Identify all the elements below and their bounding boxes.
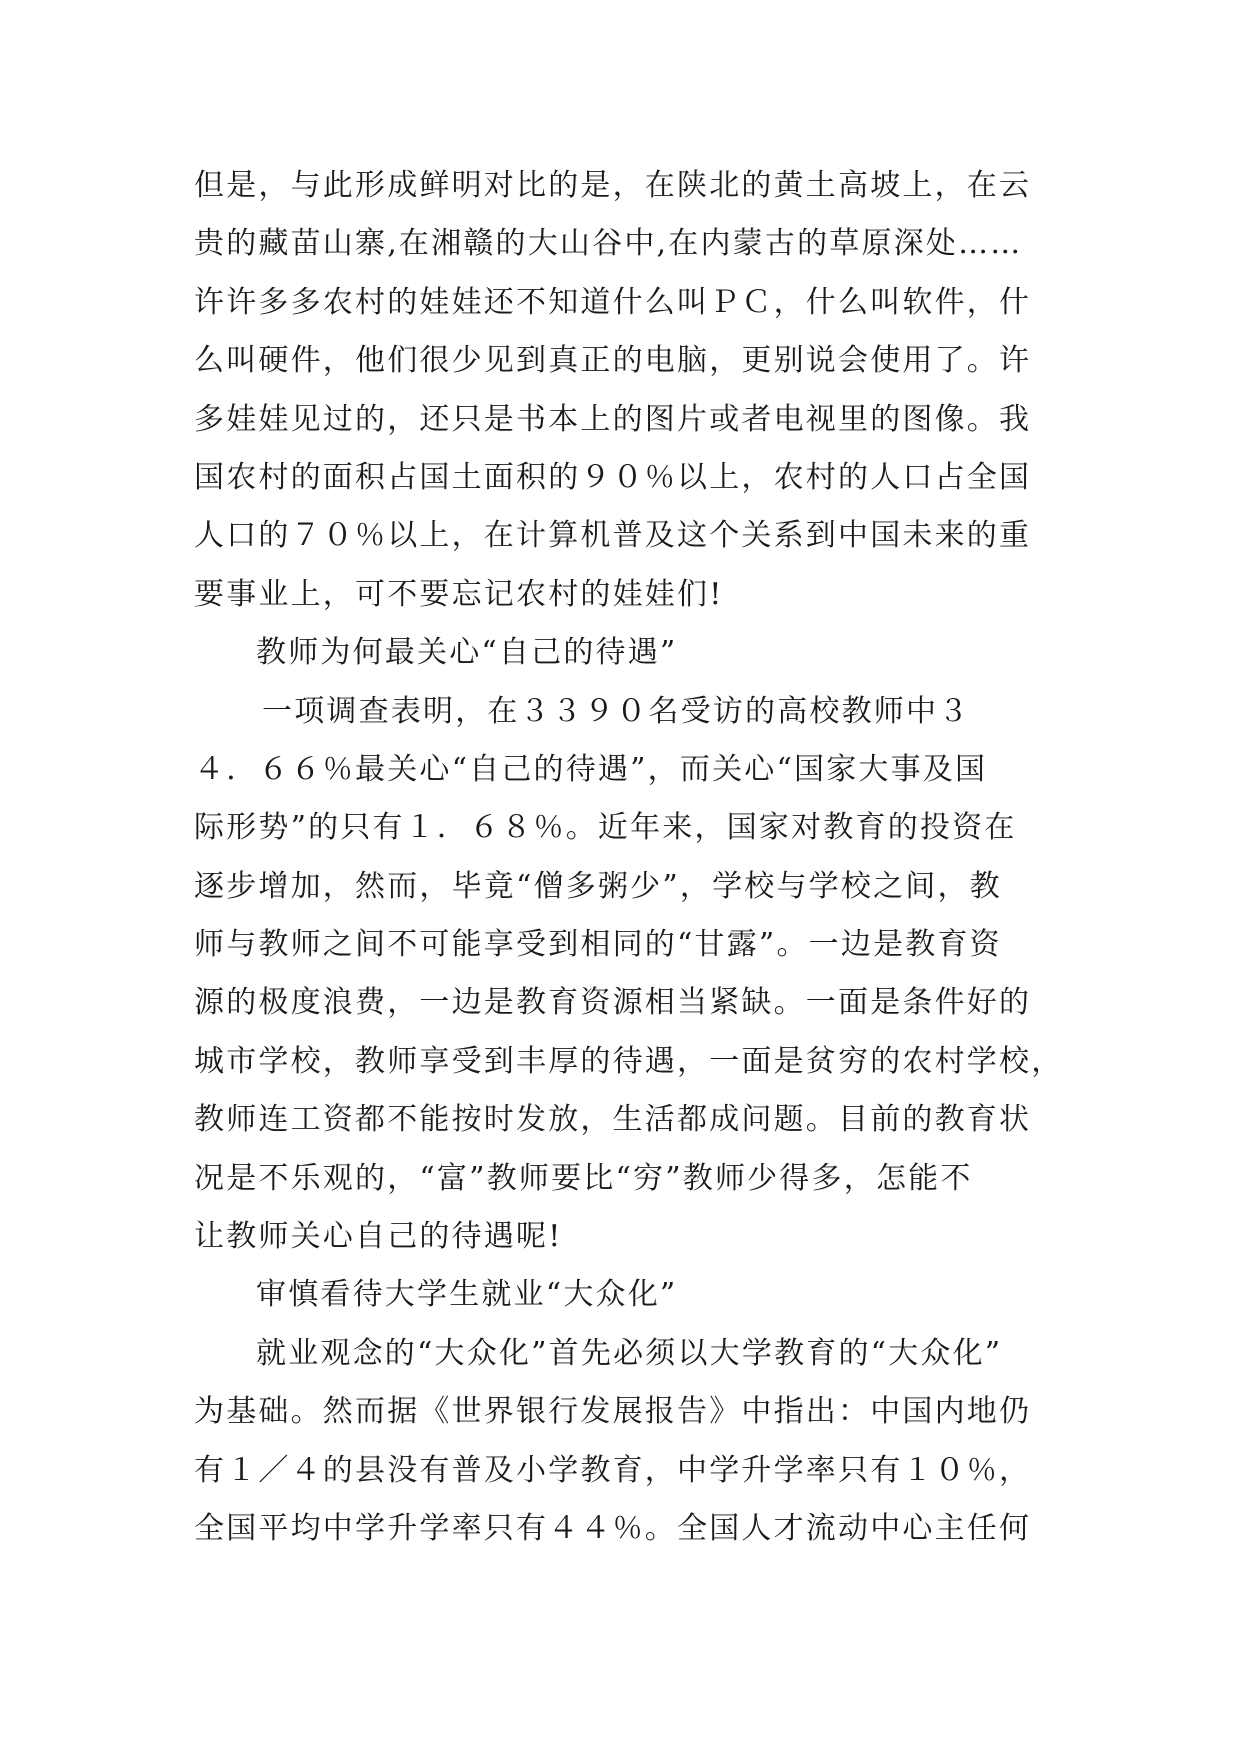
text-line: 师与教师之间不可能享受到相同的“甘露”。一边是教育资 xyxy=(194,927,1002,963)
text-line: 际形势”的只有１．６８％。近年来，国家对教育的投资在 xyxy=(194,810,1017,846)
text-line: 城市学校，教师享受到丰厚的待遇，一面是贫穷的农村学校， xyxy=(194,1043,1064,1079)
text-line: 么叫硬件，他们很少见到真正的电脑，更别说会使用了。许 xyxy=(194,343,1032,379)
text-line: 况是不乐观的，“富”教师要比“穷”教师少得多，怎能不 xyxy=(194,1160,973,1196)
text-line: 但是，与此形成鲜明对比的是，在陕北的黄土高坡上，在云 xyxy=(194,168,1032,203)
text-line: 贵的藏苗山寨,在湘赣的大山谷中,在内蒙古的草原深处…… xyxy=(194,226,1023,262)
text-line: 人口的７０％以上，在计算机普及这个关系到中国未来的重 xyxy=(194,518,1032,554)
text-line: 要事业上，可不要忘记农村的娃娃们! xyxy=(194,576,724,612)
text-line: 许许多多农村的娃娃还不知道什么叫ＰＣ，什么叫软件，什 xyxy=(194,284,1032,320)
text-line: 有１／４的县没有普及小学教育，中学升学率只有１０％， xyxy=(194,1452,1032,1488)
text-line: 多娃娃见过的，还只是书本上的图片或者电视里的图像。我 xyxy=(194,401,1032,437)
text-line: 国农村的面积占国土面积的９０％以上，农村的人口占全国 xyxy=(194,459,1032,495)
section-heading-teacher-treatment: 教师为何最关心“自己的待遇” xyxy=(256,635,678,671)
text-line: ４．６６％最关心“自己的待遇”，而关心“国家大事及国 xyxy=(194,751,988,787)
document-body xyxy=(194,157,1064,1558)
text-line: 让教师关心自己的待遇呢! xyxy=(194,1219,563,1255)
text-line: 源的极度浪费，一边是教育资源相当紧缺。一面是条件好的 xyxy=(194,985,1032,1021)
paragraph-start-employment: 就业观念的“大众化”首先必须以大学教育的“大众化” xyxy=(256,1335,1003,1371)
text-line: 为基础。然而据《世界银行发展报告》中指出：中国内地仍 xyxy=(194,1394,1032,1430)
section-heading-graduate-employment: 审慎看待大学生就业“大众化” xyxy=(256,1277,678,1313)
text-line: 教师连工资都不能按时发放，生活都成问题。目前的教育状 xyxy=(194,1102,1032,1138)
text-line: 全国平均中学升学率只有４４％。全国人才流动中心主任何 xyxy=(194,1510,1032,1546)
paragraph-start-survey: 一项调查表明，在３３９０名受访的高校教师中３ xyxy=(262,693,971,729)
text-line: 逐步增加，然而，毕竟“僧多粥少”，学校与学校之间，教 xyxy=(194,868,1002,904)
